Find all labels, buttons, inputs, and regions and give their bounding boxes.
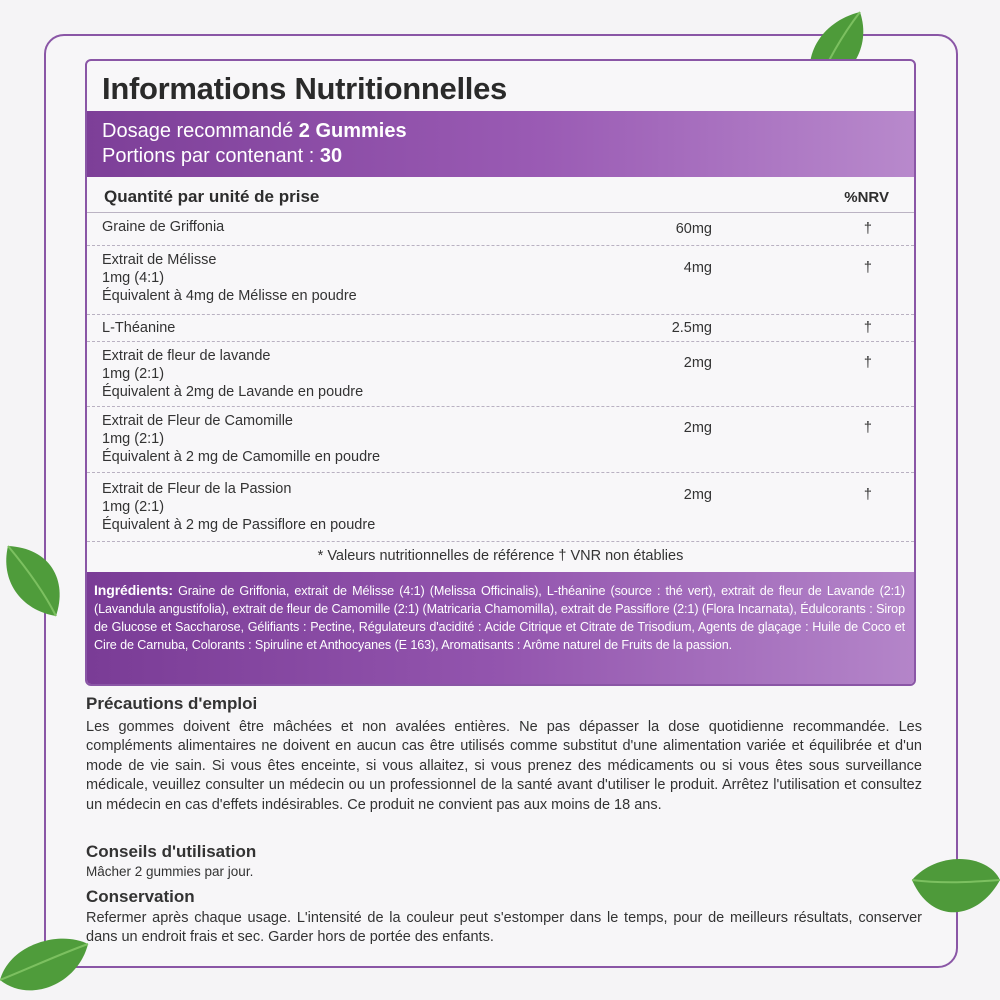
row-line: Équivalent à 2 mg de Camomille en poudre (102, 449, 381, 465)
row-line: 1mg (2:1) (102, 499, 165, 515)
row-amount: 2mg (683, 355, 712, 371)
ingredients-band (87, 572, 914, 686)
row-line: Équivalent à 2 mg de Passiflore en poudre (102, 517, 376, 533)
portions-label: Portions par contenant : (102, 145, 320, 167)
ingredients-label: Ingrédients: (94, 582, 173, 598)
row-line: 1mg (2:1) (102, 366, 165, 382)
table-header (87, 177, 914, 213)
row-line: L-Théanine (102, 320, 176, 336)
row-line: Équivalent à 2mg de Lavande en poudre (102, 384, 364, 400)
dosage-label: Dosage recommandé (102, 120, 299, 142)
header-nrv: %NRV (844, 189, 889, 206)
portions-value: 30 (319, 145, 343, 167)
row-amount: 2mg (683, 420, 712, 436)
table-row (87, 315, 914, 342)
row-nrv: † (863, 355, 872, 371)
row-name (102, 218, 602, 236)
precautions-title: Précautions d'emploi (86, 694, 258, 713)
dosage-value: 2 Gummies (298, 120, 407, 142)
row-line: Extrait de fleur de lavande (102, 348, 271, 364)
row-line: Graine de Griffonia (102, 219, 225, 235)
table-row (87, 407, 914, 473)
row-nrv: † (863, 221, 872, 237)
row-nrv: † (863, 420, 872, 436)
row-amount: 60mg (675, 221, 712, 237)
nutrition-panel (85, 59, 916, 686)
leaf-icon (0, 930, 90, 1000)
table-row (87, 246, 914, 315)
row-line: Extrait de Fleur de Camomille (102, 413, 293, 429)
header-quantity: Quantité par unité de prise (104, 187, 320, 206)
row-name (102, 412, 602, 466)
row-name (102, 347, 602, 401)
row-nrv: † (863, 320, 872, 336)
precautions-text: Les gommes doivent être mâchées et non avalées entières. Ne pas dépasser la dose quotidienne recommandée. Les compléments alimentaires ne doivent en aucun cas être utilisés comme substitut d'une alimentation variée et équilibrée et d'un mode de vie sain. Si vous êtes enceinte, si vous allaitez, si vous prenez des médicaments ou si vous êtes sous surveillance médicale, veuillez consulter un médecin ou un professionnel de la santé avant d'utiliser le produit. Arrêtez l'utilisation et consultez un médecin en cas d'effets indésirables. Ce produit ne convient pas aux moins de 18 ans. (86, 719, 922, 813)
row-amount: 2.5mg (671, 320, 712, 336)
row-line: Équivalent à 4mg de Mélisse en poudre (102, 288, 357, 304)
row-nrv: † (863, 487, 872, 503)
ingredients-text: Graine de Griffonia, extrait de Mélisse (4:1) (Melissa Officinalis), L-théanine (source : thé vert), extrait de fleur de Lavande (2:1) (Lavandula angustifolia), extrait de fleur de Camomille (2:1) (Matricaria Chamomilla), extrait de Passiflore (2:1) (Flora Incarnata), Édulcorants : Sirop de Glucose et Saccharose, Gélifiants : Pectine, Régulateurs d'acidité : Acide Citrique et Citrate de Trisodium, Agents de glaçage : Huile de Coco et Cire de Carnuba, Colorants : Spiruline et Anthocyanes (E 163), Aromatisants : Arôme naturel de Fruits de la passion. (94, 584, 906, 652)
table-row (87, 213, 914, 246)
leaf-icon (0, 540, 70, 620)
table-row (87, 342, 914, 407)
conservation-text: Refermer après chaque usage. L'intensité de la couleur peut s'estomper dans le temps, pour de meilleurs résultats, conserver dans un endroit frais et sec. Garder hors de portée des enfants. (86, 910, 922, 946)
conseils-title: Conseils d'utilisation (86, 842, 257, 861)
row-line: 1mg (2:1) (102, 431, 165, 447)
row-amount: 4mg (683, 260, 712, 276)
row-line: 1mg (4:1) (102, 270, 165, 286)
dosage-band (87, 111, 914, 177)
row-name (102, 251, 602, 305)
conservation-title: Conservation (86, 887, 195, 906)
table-footnote: * Valeurs nutritionnelles de référence † VNR non établies (317, 548, 684, 564)
row-name (102, 319, 602, 337)
row-name (102, 480, 602, 534)
panel-title: Informations Nutritionnelles (102, 71, 507, 106)
table-row (87, 473, 914, 542)
dosage-line (102, 119, 914, 144)
row-line: Extrait de Fleur de la Passion (102, 481, 292, 497)
conseils-text: Mâcher 2 gummies par jour. (86, 864, 254, 879)
row-nrv: † (863, 260, 872, 276)
row-amount: 2mg (683, 487, 712, 503)
row-line: Extrait de Mélisse (102, 252, 217, 268)
portions-line (102, 144, 914, 169)
